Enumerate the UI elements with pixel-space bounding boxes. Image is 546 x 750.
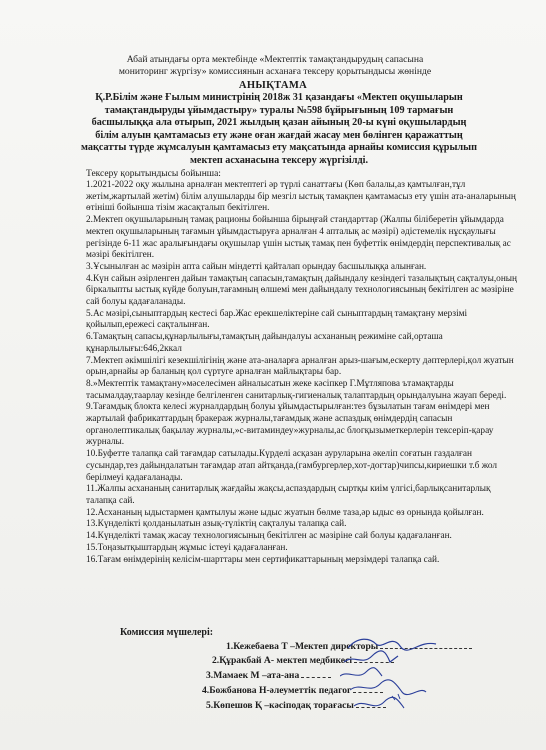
subtitle-line-3: басшылыққа ала отырып, 2021 жылдың қазан айының 20-ы күні оқушылардың — [91, 117, 467, 129]
member-name: 3.Мамаек М –ата-ана — [206, 670, 300, 681]
finding-item: 3.Ұсынылған ас мәзірін апта сайын міндетті қайталап орындау басшылыққа алынған. — [86, 261, 427, 272]
finding-item: 9.Тағамдық блокта келесі журналдардың болуы ұйымдастырылған:тез бұзылатын тағам өнімдері мен жартылай фабрикаттардың бракераж журналы,тағамдық және аспаздық өнімдердің сапасын органолептикалық бақылау журналы,»с-витаминдеу»журналы,ас блогқызыметкерлерін тексеріп-қарау журналы. — [86, 402, 494, 448]
finding-item: 4.Күн сайын әзірленген дайын тамақтың сапасын,тамақтың дайындалу кезіндегі тазалықтың сақталуы,оның біркалыпты ыстық күйде болуын,тағамның өлшемі мен дайындалу технологиясының бекітілген ас мәзіріне сай болуы қадағаланады. — [86, 273, 518, 308]
finding-item: 13.Күнделікті қолданылатын азық-түліктің сақталуы талапқа сай. — [86, 519, 347, 530]
header-line-1: Абай атындағы орта мектебінде «Мектептік тамақтандырудың сапасына — [126, 54, 424, 65]
finding-item: 16.Тағам өнімдерінің келісім-шарттары мен сертификаттарының мерзімдері талапқа сай. — [86, 554, 440, 565]
finding-item: 15.Тоңазытқыштардың жұмыс істеуі қадағаланған. — [86, 542, 288, 553]
finding-item: 10.Буфетте талапқа сай тағамдар сатылады.Күрделі асқазан ауруларына әкеліп соғатын газдалған сусындар,тез дайындалатын тағамдар атап айтқанда,(гамбургерлер,хот-догтар)чипсы,кириешки т.б жол берілмеуі қадағаланады. — [86, 449, 498, 483]
subtitle-line-5: мақсатты түрде жұмсалуын қамтамасыз ету мақсатында арнайы комиссия құрылып — [81, 142, 477, 154]
document-header — [40, 54, 510, 78]
subtitle-line-1: Қ.Р.Білім және Ғылым министрінің 2018ж 31 қазандағы «Мектеп оқушыларын — [95, 92, 463, 103]
findings-list — [86, 180, 522, 566]
finding-item: 7.Мектеп әкімшілігі кезекшілігінің және ата-аналарға арналған арыз-шағым,ескерту дәптерлері,қол жуатын орын,арнайы әр баланың қол сүртуге арналған майлықтары бар. — [86, 355, 514, 378]
member-name: 2.Құракбай А- мектеп медбикесі — [212, 655, 353, 666]
subtitle-line-6: мектеп асханасына тексеру жүргізілді. — [189, 154, 368, 166]
document-subtitle — [40, 92, 518, 168]
subtitle-line-2: тамақтандыруды ұйымдастыру» туралы №598 бұйрығының 109 тармағын — [104, 104, 454, 116]
signature-parent — [340, 668, 382, 676]
finding-item: 1.2021-2022 оқу жылына арналған мектептегі әр түрлі санаттағы (Көп балалы,аз қамтылған,тұл жетім,жартылай жетім) білім алушыларды бір мезгіл ыстық тамақпен қамтамасыз ету үшін ата-аналарының өтініші бойынша тізім жасақталып бекітілген. — [86, 180, 516, 214]
member-name: 5.Көпешов Қ –кәсіподақ торағасы — [206, 700, 354, 711]
signature-director — [348, 639, 436, 650]
signature-union — [354, 697, 404, 708]
signature-line — [301, 677, 331, 678]
finding-item: 12.Асхананың ыдыстармен қамтылуы және ыдыс жуатын бөлме таза,әр ыдыс өз орнында қойылған. — [86, 507, 484, 518]
signature-scribbles — [340, 626, 480, 722]
findings-intro: Тексеру қорытындысы бойынша: — [86, 169, 221, 179]
document-title: АНЫҚТАМА — [238, 80, 308, 91]
finding-item: 11.Жалпы асхананың санитарлық жағдайы жақсы,аспаздардың сыртқы киім үлгісі,барлықсанитарлық талапқа сай. — [86, 484, 491, 506]
member-name: 4.Божбанова Н-әлеуметтік педагог — [202, 685, 352, 696]
finding-item: 14.Күнделікті тамақ жасау технологиясының бекітілген ас мәзіріне сай болуы қадағаланған. — [86, 531, 452, 542]
finding-item: 6.Тамақтың сапасы,құнарлылығы,тамақтың дайындалуы асхананың режиміне сай,орташа құнарлылығы:646,2ккал — [86, 332, 443, 354]
subtitle-line-4: білім алуын қамтамасыз ету және оған жағдай жасау мен бөлінген қаражаттың — [95, 129, 463, 141]
member-name: 1.Кежебаева Т –Мектеп директоры — [226, 641, 379, 652]
header-line-2: мониторинг жүргізу» комиссиянын асханаға тексеру қорытындысы жөнінде — [118, 66, 432, 77]
signature-pedagogue — [350, 680, 426, 695]
finding-item: 5.Ас мәзірі,сыныптардың кестесі бар.Жас ерекшеліктеріне сай сыныптардың тамақтану мерзімі қойылып,ережесі сақталынған. — [86, 308, 468, 331]
finding-item: 2.Мектеп оқушыларының тамақ рационы бойынша бірыңғай стандарттар (Жалпы біліберетін ұйымдарда мектеп оқушыларының тағамын ұйымдастыруға арналған 4 апталық ас мәзірі) әдістемелік нұсқаулығы регізінде 6-11 жас аралығындағы оқушылар үшін ыстық тамақ пен буфеттік өнімдердің перспективалық ас мәзірі бекітілген. — [86, 215, 511, 261]
commission-member — [206, 670, 331, 681]
finding-item: 8.»Мектептік тамақтану»мәселесімен айналысатын жеке кәсіпкер Г.Мұтляпова ътамақтарды тасымалдау,таарлау кезінде белгіленген санитарлық-гигиеналық талаптардың орындалуына жауап береді. — [86, 378, 507, 401]
commission-title: Комиссия мүшелері: — [120, 627, 214, 638]
signature-nurse — [344, 651, 398, 662]
